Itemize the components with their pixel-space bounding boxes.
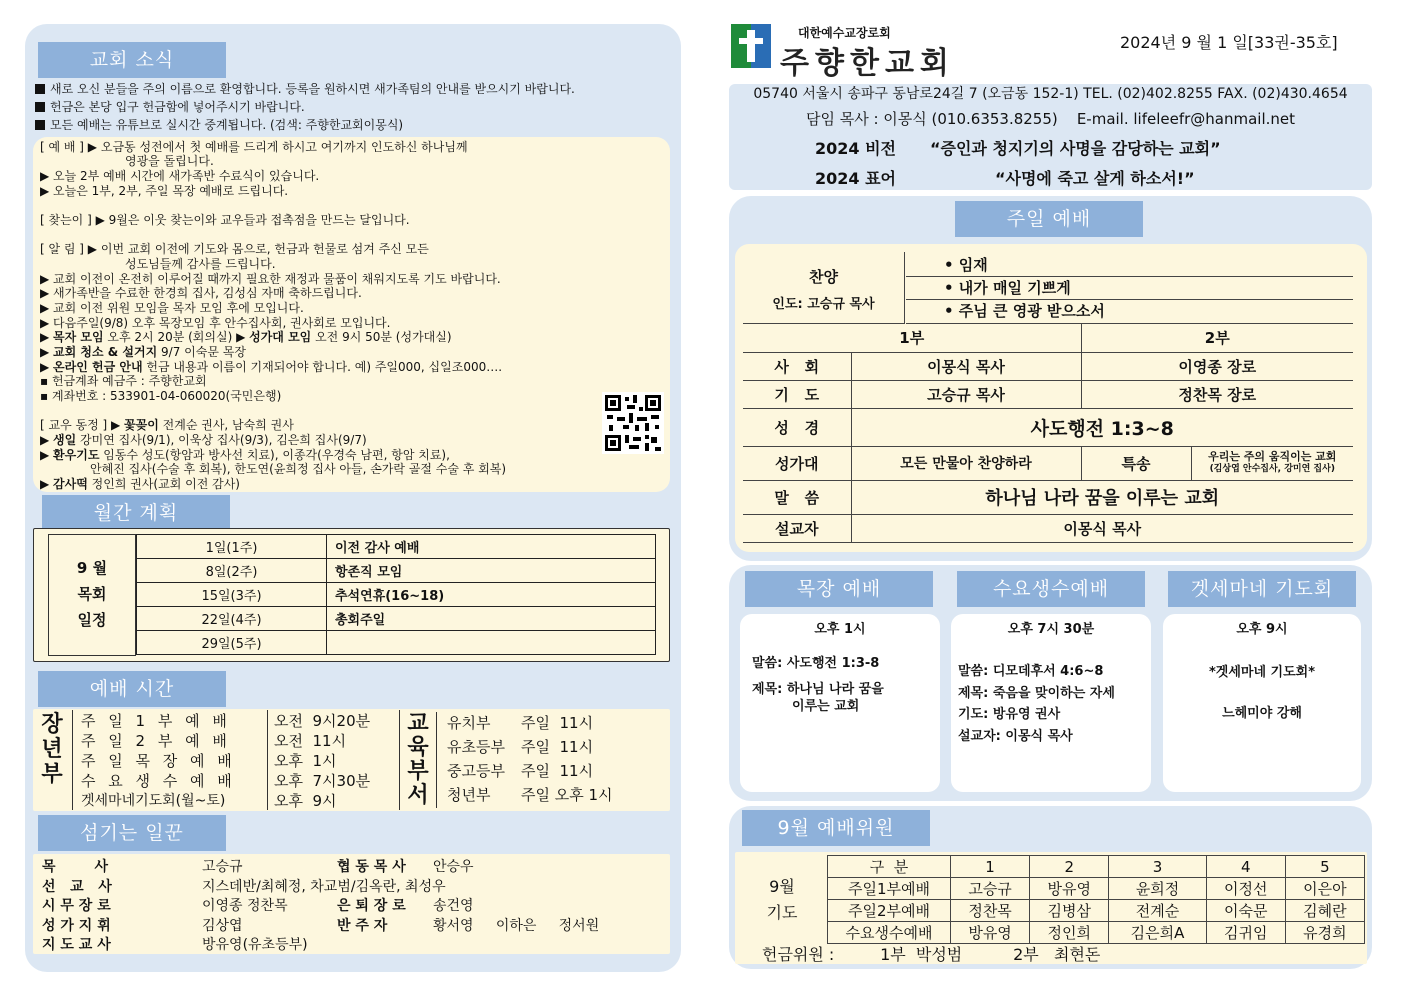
time-row [73, 730, 399, 750]
preacher-label: 설교자 [743, 514, 851, 542]
servant-row [42, 917, 599, 937]
wed-prayer: 기도: 방유영 권사 [958, 707, 1061, 722]
account-line-1: ▪ 헌금계좌 예금주 : 주향한교회 [40, 374, 207, 388]
servers-cell: 전계순 [1109, 900, 1206, 922]
time-name: 주 일 2 부 예 배 [73, 730, 268, 750]
hymn-item: • 주님 큰 영광 받으소서 [944, 302, 1105, 320]
servers-month: 9월 [769, 877, 795, 896]
monthly-label [48, 534, 136, 656]
gyo-line-4: 안혜진 집사(수술 후 회복), 한도연(윤희정 집사 아들, 손가락 골절 수술 후 회복) [90, 462, 507, 476]
alrim-item: ▶ 교회 이전 위원 모임을 목자 모임 후에 모입니다. [40, 301, 304, 315]
monthly-date: 29일(5주) [137, 631, 327, 655]
time-name: 겟세마네기도회(월~토) [73, 790, 268, 810]
servant-role: 시 무 장 로 [42, 898, 111, 914]
alrim-line-2: 성도님들께 감사를 드립니다. [125, 257, 276, 271]
time-row [73, 790, 399, 810]
host-part1: 이몽식 목사 [851, 352, 1081, 380]
table-row [743, 352, 1353, 380]
time-name: 유초등부 [447, 738, 505, 756]
monthly-event: 추석연휴(16~18) [327, 583, 656, 607]
mokjang-box [740, 614, 940, 792]
choir-label: 성가대 [743, 446, 851, 480]
servers-cell: 이숙문 [1206, 900, 1285, 922]
gyo-line-5: ▶ 감사떡 정인희 권사(교회 이전 감사) [40, 477, 240, 491]
notice-3: 모든 예배는 유튜브로 실시간 중계됩니다. (검색: 주향한교회이몽식) [35, 118, 403, 133]
adult-times [72, 710, 400, 810]
worship-line-2: 영광을 돌립니다. [125, 154, 214, 168]
monthly-event: 총회주일 [327, 607, 656, 631]
servers-type: 기도 [766, 903, 798, 922]
special-singers: (김상엽 안수집사, 강미연 집사) [1209, 464, 1335, 474]
wed-time: 오후 7시 30분 [1007, 622, 1095, 637]
worship-line-1: [ 예 배 ] ▶ 오금동 성전에서 첫 예배를 드리게 하시고 여기까지 인도하신 하나님께 [40, 140, 468, 154]
table-row [743, 480, 1353, 514]
servers-cell: 유경희 [1285, 922, 1364, 944]
monthly-date: 15일(3주) [137, 583, 327, 607]
servant-name: 송건영 [433, 898, 474, 914]
geth-header: 겟세마네 기도회 [1168, 571, 1356, 607]
alrim-item: ▶ 다음주일(9/8) 오후 목장모임 후 안수집사회, 권사회로 모입니다. [40, 316, 391, 330]
servant-name: 김상엽 [202, 917, 243, 934]
geth-title: *겟세마네 기도회* [1208, 665, 1316, 680]
vision-label: 2024 비전 [815, 139, 897, 158]
time-value: 주일 11시 [521, 714, 594, 732]
time-name: 수 요 생 수 예 배 [73, 770, 268, 790]
table-row [137, 607, 656, 631]
table-row [743, 514, 1353, 542]
servers-left-label [740, 874, 824, 926]
church-name: 주향한교회 [780, 46, 955, 81]
gyo-line-1: [ 교우 동정 ] ▶ 꽃꽂이 전계순 권사, 남숙희 권사 [40, 418, 294, 432]
servers-col: 구 분 [828, 856, 951, 878]
hymn-list [906, 252, 1353, 324]
address: 05740 서울시 송파구 동남로24길 7 (오금동 152-1) TEL. (02)402.8255 FAX. (02)430.4654 [753, 86, 1348, 102]
motto-label: 2024 표어 [815, 169, 897, 188]
qr-code-icon[interactable] [602, 392, 664, 454]
time-value: 오후 9시 [274, 792, 337, 810]
monthly-label-line3: 일정 [77, 611, 107, 629]
table-row [743, 408, 1353, 446]
servers-col: 4 [1206, 856, 1285, 878]
servant-role: 은 퇴 장 로 [337, 898, 406, 914]
visit-line: [ 찾는이 ] ▶ 9월은 이웃 찾는이와 교우들과 접촉점을 만드는 달입니다. [40, 213, 410, 227]
time-value: 오후 7시30분 [274, 772, 371, 790]
servers-cell: 김병삼 [1030, 900, 1109, 922]
monthly-table [136, 534, 656, 655]
servers-cell: 김귀임 [1206, 922, 1285, 944]
servants-header: 섬기는 일꾼 [38, 815, 226, 851]
host-part2: 이영종 장로 [1081, 352, 1353, 380]
monthly-label-line2: 목회 [77, 585, 107, 603]
special-title: 우리는 주의 움직이는 교회 [1208, 450, 1337, 463]
servers-col: 5 [1285, 856, 1364, 878]
alrim-item: ▶ 새가족반을 수료한 한경희 집사, 김성심 자매 축하드립니다. [40, 286, 362, 300]
table-row [743, 446, 1353, 480]
time-row [437, 760, 656, 784]
hymn-label: 찬양 [809, 268, 838, 286]
special-song [1191, 446, 1353, 480]
time-row [437, 712, 656, 736]
geth-time: 오후 9시 [1236, 622, 1288, 637]
servant-role: 성 가 지 휘 [42, 917, 111, 934]
wed-scripture: 말씀: 디모데후서 4:6~8 [958, 664, 1104, 679]
servant-role: 협 동 목 사 [337, 859, 406, 875]
servant-name: 안승우 [433, 859, 474, 875]
monthly-event: 항존직 모임 [327, 559, 656, 583]
geth-study: 느헤미야 강해 [1222, 706, 1302, 721]
worship-line-3: ▶ 오늘 2부 예배 시간에 새가족반 수료식이 있습니다. [40, 169, 320, 183]
wed-box [951, 614, 1151, 792]
choir-song: 모든 만물아 찬양하라 [851, 446, 1081, 480]
time-row [73, 710, 399, 730]
time-value: 오전 11시 [274, 732, 347, 750]
mokjang-title-2: 이루는 교회 [792, 699, 860, 714]
sunday-header: 주일 예배 [955, 201, 1143, 237]
account-line-2: ▪ 계좌번호 : 533901-04-060020(국민은행) [40, 389, 282, 403]
servers-cell: 고승규 [951, 878, 1030, 900]
hymn-label-cell [743, 252, 905, 324]
servant-name: 지스데반/최혜정, 차교범/김옥란, 최성우 [202, 878, 446, 895]
issue-date: 2024년 9 월 1 일[33권-35호] [1120, 33, 1338, 52]
denomination: 대한예수교장로회 [798, 26, 891, 40]
servers-cell: 주일1부예배 [828, 878, 951, 900]
table-row [828, 856, 1365, 878]
motto-text: “사명에 죽고 살게 하소서!” [995, 169, 1195, 188]
special-label: 특송 [1081, 446, 1191, 480]
scripture-label: 성 경 [743, 408, 851, 446]
time-value: 주일 11시 [521, 762, 594, 780]
pastor-info: 담임 목사 : 이몽식 (010.6353.8255) E-mail. lifeleefr@hanmail.net [805, 110, 1296, 128]
moksa-line: ▶ 목자 모임 오후 2시 20분 (회의실) ▶ 성가대 모임 오전 9시 50분 (성가대실) [40, 330, 452, 344]
servant-row [42, 936, 599, 956]
scripture-text: 사도행전 1:3~8 [851, 408, 1353, 446]
time-name: 유치부 [447, 714, 491, 732]
servers-cell: 윤희정 [1109, 878, 1206, 900]
servant-name: 이영종 정찬목 [202, 898, 288, 914]
gyo-line-2: ▶ 생일 강미연 집사(9/1), 이욱상 집사(9/3), 김은희 집사(9/7) [40, 433, 367, 447]
notice-2: 헌금은 본당 입구 헌금함에 넣어주시기 바랍니다. [35, 100, 305, 115]
servants-list [42, 858, 599, 956]
times-header: 예배 시간 [38, 671, 226, 707]
time-row [73, 770, 399, 790]
servers-cell: 방유영 [1030, 878, 1109, 900]
servant-role: 선 교 사 [42, 878, 112, 895]
servant-name: 고승규 [202, 859, 243, 875]
wed-title: 제목: 죽음을 맞이하는 자세 [958, 686, 1115, 701]
time-value: 주일 11시 [521, 738, 594, 756]
time-value: 주일 오후 1시 [521, 786, 613, 804]
alrim-line-1: [ 알 림 ] ▶ 이번 교회 이전에 기도와 몸으로, 헌금과 헌물로 섬겨 주신 모든 [40, 242, 429, 256]
clean-line: ▶ 교회 청소 & 설거지 9/7 이숙문 목장 [40, 345, 246, 359]
servers-cell: 정인희 [1030, 922, 1109, 944]
monthly-header: 월간 계획 [42, 495, 230, 531]
table-row [137, 631, 656, 655]
part1-header: 1부 [743, 324, 1081, 352]
time-row [73, 750, 399, 770]
notice-1: 새로 오신 분들을 주의 이름으로 환영합니다. 등록을 원하시면 새가족팀의 안내를 받으시기 바랍니다. [35, 82, 575, 97]
servers-col: 2 [1030, 856, 1109, 878]
preacher-name: 이몽식 목사 [851, 514, 1353, 542]
servers-cell: 수요생수예배 [828, 922, 951, 944]
vision-text: “증인과 청지기의 사명을 감당하는 교회” [930, 139, 1221, 158]
servers-table [827, 855, 1365, 944]
adult-label: 장년부 [41, 712, 63, 787]
monthly-date: 22일(4주) [137, 607, 327, 631]
monthly-date: 1일(1주) [137, 535, 327, 559]
servers-col: 1 [951, 856, 1030, 878]
worship-line-4: ▶ 오늘은 1부, 2부, 주일 목장 예배로 드립니다. [40, 184, 289, 198]
monthly-event: 이전 감사 예배 [327, 535, 656, 559]
news-header: 교회 소식 [38, 42, 226, 78]
servers-col: 3 [1109, 856, 1206, 878]
servant-name: 방유영(유초등부) [202, 937, 308, 953]
servers-cell: 정찬목 [951, 900, 1030, 922]
sunday-table [743, 252, 1353, 544]
servant-row [42, 897, 599, 917]
edu-times [436, 712, 656, 808]
servers-cell: 김은희A [1109, 922, 1206, 944]
time-row [437, 736, 656, 760]
mokjang-header: 목장 예배 [745, 571, 933, 607]
table-row [828, 922, 1365, 944]
table-row [137, 559, 656, 583]
alrim-item: ▶ 교회 이전이 온전히 이루어질 때까지 필요한 재정과 물품이 채워지도록 기도 바랍니다. [40, 272, 501, 286]
table-row [828, 900, 1365, 922]
time-row [437, 784, 656, 808]
time-name: 주 일 1 부 예 배 [73, 710, 268, 730]
time-name: 주 일 목 장 예 배 [73, 750, 268, 770]
table-row [137, 583, 656, 607]
servant-role: 지 도 교 사 [42, 937, 111, 953]
monthly-event [327, 631, 656, 655]
prayer-part2: 정찬목 장로 [1081, 380, 1353, 408]
table-row [828, 878, 1365, 900]
mokjang-time: 오후 1시 [814, 622, 866, 637]
hymn-item: • 내가 매일 기쁘게 [906, 277, 1353, 300]
sermon-label: 말 씀 [743, 480, 851, 514]
table-row [137, 535, 656, 559]
host-label: 사 회 [743, 352, 851, 380]
servant-row [42, 878, 599, 898]
servers-cell: 김혜란 [1285, 900, 1364, 922]
church-logo-icon [731, 24, 771, 68]
gyo-line-3: ▶ 환우기도 임동수 성도(항암과 방사선 치료), 이종각(우경숙 남편, 항암 치료), [40, 448, 450, 462]
time-value: 오후 1시 [274, 752, 337, 770]
wed-header: 수요생수예배 [957, 571, 1145, 607]
servers-cell: 이정선 [1206, 878, 1285, 900]
mokjang-scripture: 말씀: 사도행전 1:3-8 [752, 656, 880, 671]
online-line: ▶ 온라인 헌금 안내 헌금 내용과 이름이 기재되어야 합니다. 예) 주일000, 십일조000…. [40, 360, 503, 374]
servers-header: 9월 예배위원 [742, 810, 930, 846]
servant-role: 반 주 자 [337, 917, 388, 934]
prayer-part1: 고승규 목사 [851, 380, 1081, 408]
servant-row [42, 858, 599, 878]
servers-cell: 이은아 [1285, 878, 1364, 900]
table-row [743, 380, 1353, 408]
geth-box [1163, 614, 1361, 792]
offering-committee: 헌금위원 : 1부 박성범 2부 최현돈 [762, 945, 1101, 964]
time-name: 청년부 [447, 786, 491, 804]
monthly-date: 8일(2주) [137, 559, 327, 583]
servant-name: 황서영 이하은 정서원 [433, 917, 600, 934]
servers-cell: 주일2부예배 [828, 900, 951, 922]
monthly-label-month: 9 월 [76, 559, 108, 577]
edu-label: 교육부서 [407, 711, 429, 808]
time-value: 오전 9시20분 [274, 712, 371, 730]
sunday-order-table [743, 324, 1353, 543]
hymn-leader: 인도: 고승규 목사 [772, 297, 875, 312]
hymn-item: • 임재 [906, 254, 1353, 277]
prayer-label: 기 도 [743, 380, 851, 408]
sermon-title: 하나님 나라 꿈을 이루는 교회 [851, 480, 1353, 514]
wed-preacher: 설교자: 이몽식 목사 [958, 729, 1073, 744]
part2-header: 2부 [1081, 324, 1353, 352]
table-row [743, 324, 1353, 352]
servers-cell: 방유영 [951, 922, 1030, 944]
time-name: 중고등부 [447, 762, 505, 780]
servant-role: 목 사 [42, 859, 109, 875]
mokjang-title: 제목: 하나님 나라 꿈을 [752, 682, 884, 697]
